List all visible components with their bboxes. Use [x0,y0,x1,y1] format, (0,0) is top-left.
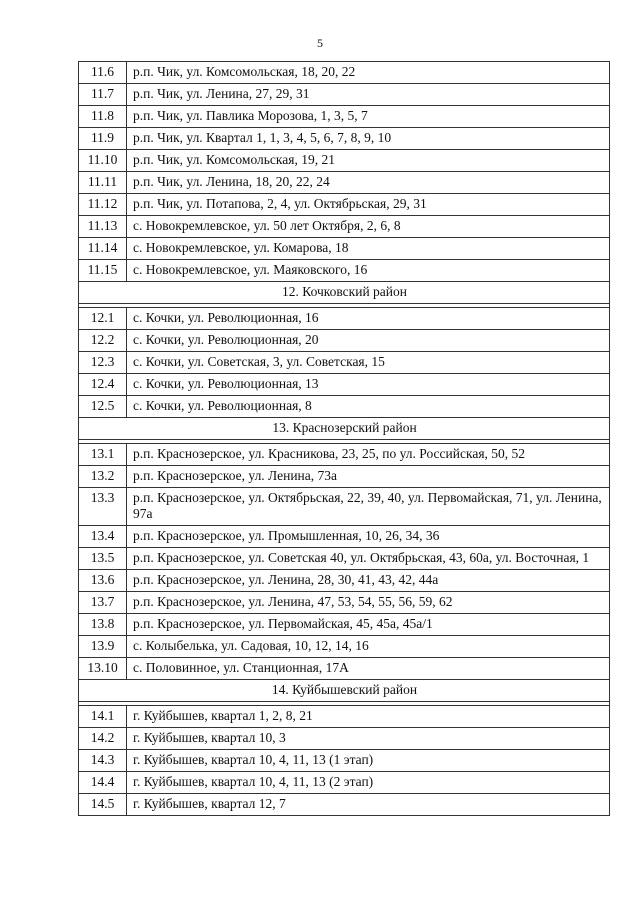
row-number: 11.12 [79,194,127,216]
row-address: с. Кочки, ул. Революционная, 20 [127,330,610,352]
row-address: р.п. Чик, ул. Ленина, 18, 20, 22, 24 [127,172,610,194]
row-number: 13.4 [79,526,127,548]
table-row [79,444,610,466]
row-address: р.п. Чик, ул. Комсомольская, 19, 21 [127,150,610,172]
table-row [79,728,610,750]
table-row [79,636,610,658]
row-address: р.п. Чик, ул. Квартал 1, 1, 3, 4, 5, 6, 7, 8, 9, 10 [127,128,610,150]
table-row [79,260,610,282]
row-address: р.п. Краснозерское, ул. Первомайская, 45, 45а, 45а/1 [127,614,610,636]
row-address: р.п. Краснозерское, ул. Ленина, 47, 53, 54, 55, 56, 59, 62 [127,592,610,614]
section-header-row [79,418,610,440]
row-number: 14.2 [79,728,127,750]
table-row [79,750,610,772]
row-address: с. Половинное, ул. Станционная, 17А [127,658,610,680]
section-title: 14. Куйбышевский район [79,680,610,702]
row-address: р.п. Чик, ул. Павлика Морозова, 1, 3, 5, 7 [127,106,610,128]
table-row [79,466,610,488]
row-number: 11.7 [79,84,127,106]
row-number: 13.10 [79,658,127,680]
row-number: 11.6 [79,62,127,84]
table-row [79,570,610,592]
row-address: с. Колыбелька, ул. Садовая, 10, 12, 14, 16 [127,636,610,658]
row-number: 12.5 [79,396,127,418]
row-address: р.п. Краснозерское, ул. Октябрьская, 22, 39, 40, ул. Первомайская, 71, ул. Ленина, 97а [127,488,610,526]
row-number: 13.6 [79,570,127,592]
row-address: г. Куйбышев, квартал 12, 7 [127,794,610,816]
row-address: р.п. Краснозерское, ул. Промышленная, 10, 26, 34, 36 [127,526,610,548]
row-address: с. Кочки, ул. Революционная, 16 [127,308,610,330]
table-row [79,526,610,548]
table-row [79,488,610,526]
row-number: 14.4 [79,772,127,794]
row-number: 11.13 [79,216,127,238]
table-row [79,592,610,614]
row-number: 14.1 [79,706,127,728]
table-row [79,106,610,128]
row-address: р.п. Краснозерское, ул. Советская 40, ул. Октябрьская, 43, 60а, ул. Восточная, 1 [127,548,610,570]
section-header-row [79,282,610,304]
row-number: 11.9 [79,128,127,150]
row-number: 14.5 [79,794,127,816]
table-row [79,84,610,106]
row-number: 12.4 [79,374,127,396]
table-row [79,216,610,238]
table-row [79,308,610,330]
table-row [79,62,610,84]
row-number: 11.8 [79,106,127,128]
table-row [79,794,610,816]
table-row [79,658,610,680]
table-row [79,614,610,636]
row-number: 11.15 [79,260,127,282]
row-address: с. Новокремлевское, ул. 50 лет Октября, 2, 6, 8 [127,216,610,238]
row-number: 13.5 [79,548,127,570]
row-address: р.п. Чик, ул. Потапова, 2, 4, ул. Октябрьская, 29, 31 [127,194,610,216]
row-number: 11.14 [79,238,127,260]
table-row [79,374,610,396]
row-address: с. Кочки, ул. Революционная, 13 [127,374,610,396]
table-row [79,238,610,260]
row-address: р.п. Краснозерское, ул. Ленина, 28, 30, 41, 43, 42, 44а [127,570,610,592]
table-row [79,396,610,418]
row-number: 13.9 [79,636,127,658]
row-number: 12.3 [79,352,127,374]
row-address: р.п. Краснозерское, ул. Красникова, 23, 25, по ул. Российская, 50, 52 [127,444,610,466]
table-row [79,352,610,374]
row-number: 11.11 [79,172,127,194]
row-number: 12.2 [79,330,127,352]
section-title: 12. Кочковский район [79,282,610,304]
table-row [79,772,610,794]
row-address: с. Кочки, ул. Революционная, 8 [127,396,610,418]
page-number: 5 [317,36,323,50]
table-row [79,548,610,570]
table-row [79,194,610,216]
row-address: р.п. Краснозерское, ул. Ленина, 73а [127,466,610,488]
address-table [78,61,610,816]
row-number: 13.1 [79,444,127,466]
table-row [79,330,610,352]
row-address: р.п. Чик, ул. Комсомольская, 18, 20, 22 [127,62,610,84]
row-address: г. Куйбышев, квартал 1, 2, 8, 21 [127,706,610,728]
row-address: г. Куйбышев, квартал 10, 4, 11, 13 (1 этап) [127,750,610,772]
row-address: с. Новокремлевское, ул. Комарова, 18 [127,238,610,260]
table-row [79,172,610,194]
address-table-body [79,62,610,816]
row-number: 13.3 [79,488,127,526]
table-row [79,150,610,172]
section-header-row [79,680,610,702]
row-number: 12.1 [79,308,127,330]
section-title: 13. Краснозерский район [79,418,610,440]
row-address: с. Кочки, ул. Советская, 3, ул. Советская, 15 [127,352,610,374]
row-address: г. Куйбышев, квартал 10, 4, 11, 13 (2 этап) [127,772,610,794]
table-row [79,128,610,150]
table-row [79,706,610,728]
row-number: 14.3 [79,750,127,772]
row-address: г. Куйбышев, квартал 10, 3 [127,728,610,750]
row-address: с. Новокремлевское, ул. Маяковского, 16 [127,260,610,282]
row-number: 11.10 [79,150,127,172]
row-address: р.п. Чик, ул. Ленина, 27, 29, 31 [127,84,610,106]
row-number: 13.2 [79,466,127,488]
row-number: 13.8 [79,614,127,636]
row-number: 13.7 [79,592,127,614]
